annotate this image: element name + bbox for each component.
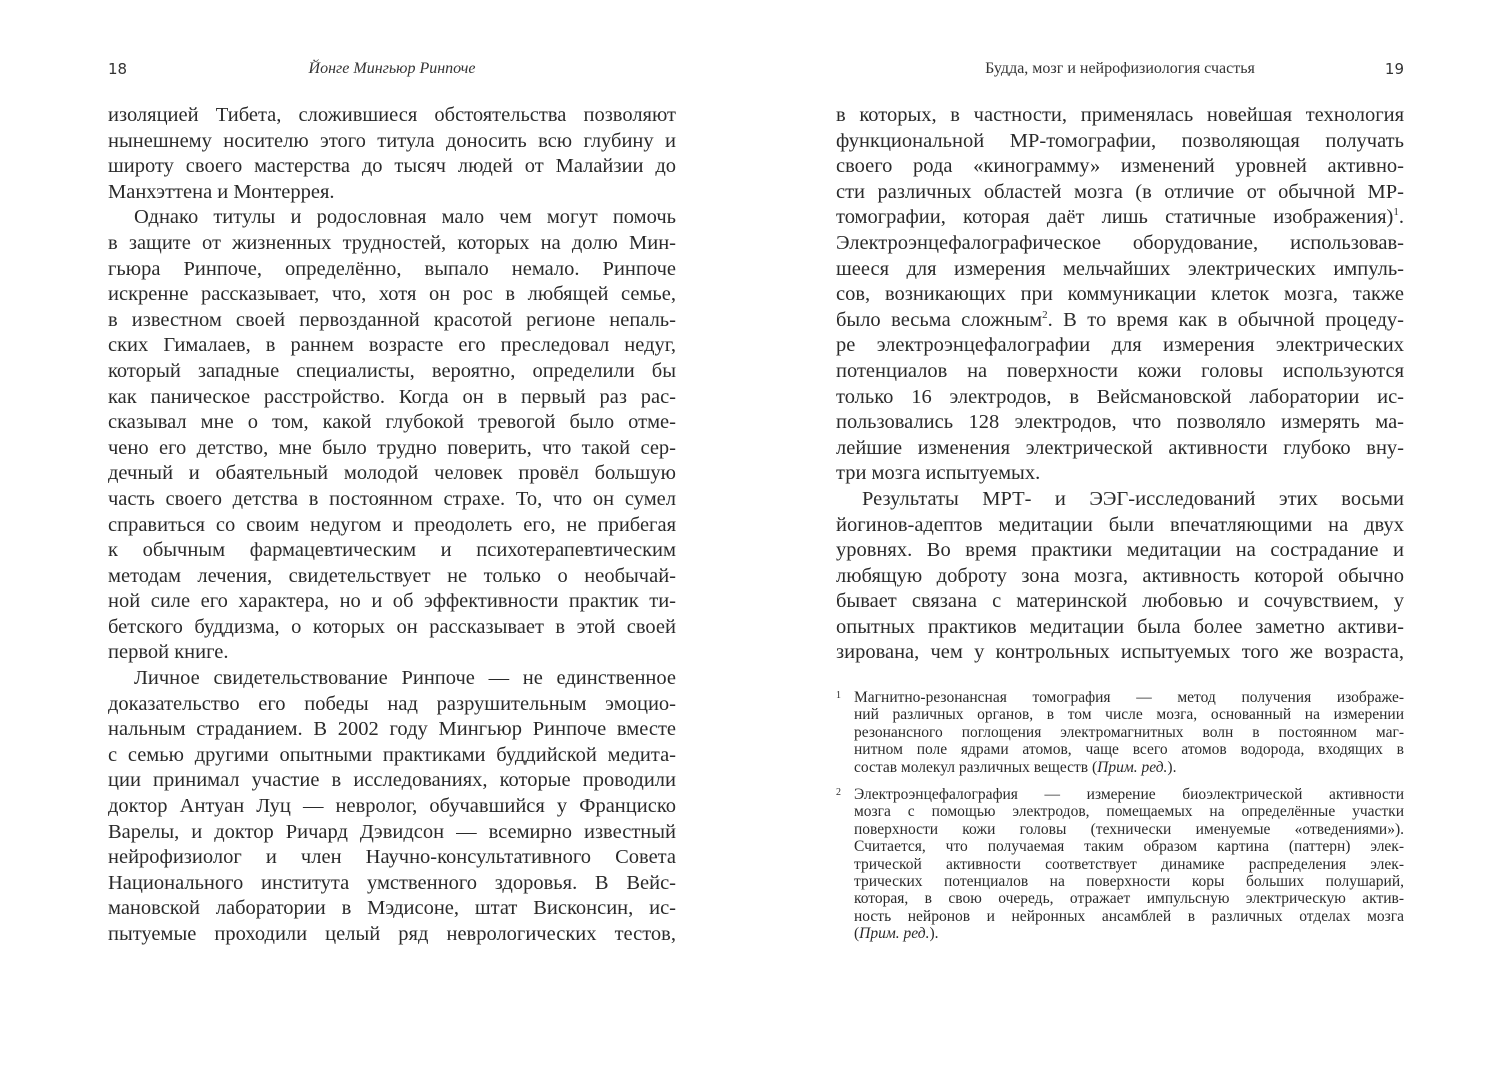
body-text-left [108, 103, 676, 948]
text-line [836, 724, 1404, 741]
text-segment: пользовались 128 электродов, что позволяло измерять ма- [836, 411, 1404, 434]
text-segment: . [1398, 206, 1404, 229]
text-line [836, 359, 1404, 385]
text-segment: который западные специалисты, вероятно, определили бы [108, 359, 676, 382]
text-segment: в которых, в частности, применялась новейшая технология [836, 104, 1404, 126]
paragraph [108, 666, 676, 948]
text-segment: поверхности кожи головы (технически именуемые «отведениями»). [854, 820, 1404, 838]
text-line [108, 129, 676, 155]
text-segment: любящую доброту зона мозга, активность которой обычно [836, 564, 1404, 587]
text-segment: сти различных областей мозга (в отличие от обычной МР- [836, 180, 1404, 203]
paragraph [108, 205, 676, 666]
text-line [836, 908, 1404, 925]
text-segment: ний различных органов, в том числе мозга, основанный на измерении [854, 706, 1404, 724]
text-line [836, 640, 1404, 666]
text-line [836, 890, 1404, 907]
text-line [836, 461, 1404, 487]
text-segment: трической активности соответствует динамике распределения элек- [854, 855, 1404, 873]
text-line [108, 487, 676, 513]
text-segment: чено его детство, мне было трудно поверить, что такой сер- [108, 436, 676, 459]
text-line [836, 856, 1404, 873]
paragraph [108, 103, 676, 205]
text-segment: Варелы, и доктор Ричард Дэвидсон — всемирно известный [108, 820, 676, 843]
text-segment: Электроэнцефалография — измерение биоэлектрической активности [854, 785, 1404, 803]
page-number-left: 18 [108, 60, 128, 78]
text-segment: ции принимал участие в исследованиях, которые проводили [108, 769, 676, 792]
text-line [836, 589, 1404, 615]
text-line [836, 257, 1404, 283]
text-line [108, 308, 676, 334]
text-segment: зирована, чем у контрольных испытуемых того же возраста, [836, 641, 1404, 664]
text-segment: было весьма сложным [836, 308, 1043, 331]
text-segment: которая, в свою очередь, отражает импульсную электрическую актив- [854, 890, 1404, 908]
text-line [108, 180, 676, 206]
text-segment: ). [1167, 758, 1177, 776]
text-line [836, 689, 1404, 706]
text-segment: потенциалов на поверхности кожи головы используются [836, 359, 1404, 382]
paragraph [836, 103, 1404, 487]
text-line [836, 759, 1404, 776]
text-segment: дечный и обаятельный молодой человек провёл большую [108, 462, 676, 485]
paragraph [836, 487, 1404, 666]
text-segment: Результаты МРТ- и ЭЭГ-исследований этих восьми [862, 487, 1404, 510]
text-line [108, 410, 676, 436]
text-segment: Электроэнцефалографическое оборудование, использовав- [836, 231, 1404, 254]
text-line [108, 666, 676, 692]
text-line [836, 741, 1404, 758]
text-line [108, 564, 676, 590]
text-line [836, 103, 1404, 129]
text-segment: только 16 электродов, в Вейсмановской лаборатории ис- [836, 385, 1404, 408]
text-line [836, 803, 1404, 820]
text-segment: лейшие изменения электрической активности глубоко вну- [836, 436, 1404, 459]
text-line [108, 461, 676, 487]
footnote-number: 1 [836, 690, 841, 701]
text-segment: нитном поле ядрами атомов, чаще всего атомов водорода, входящих в [854, 741, 1404, 759]
text-segment: нальным страданием. В 2002 году Мингьюр Ринпоче вместе [108, 718, 676, 741]
text-line [836, 282, 1404, 308]
text-line [108, 845, 676, 871]
text-segment: йогинов-адептов медитации были впечатляющими на двух [836, 513, 1404, 536]
text-segment: томографии, которая даёт лишь статичные изображения) [836, 206, 1394, 229]
text-line [108, 589, 676, 615]
text-line [836, 231, 1404, 257]
text-line [108, 922, 676, 948]
text-line [836, 436, 1404, 462]
text-line [108, 692, 676, 718]
text-line [108, 615, 676, 641]
text-segment: сказывал мне о том, какой глубокой тревогой было отме- [108, 411, 676, 434]
footnote [836, 689, 1404, 776]
text-line [836, 129, 1404, 155]
text-segment: трических потенциалов на поверхности коры больших полушарий, [854, 872, 1404, 890]
text-line [836, 385, 1404, 411]
footnote [836, 786, 1404, 943]
text-segment: Прим. ред. [1097, 758, 1168, 776]
footnote-reference: 2 [1042, 308, 1048, 321]
text-segment: первой книге. [108, 641, 229, 664]
text-line [836, 786, 1404, 803]
text-line [108, 333, 676, 359]
text-segment: бетского буддизма, о которых он рассказывает в этой своей [108, 615, 676, 638]
text-segment: Магнитно-резонансная томография — метод получения изображе- [854, 689, 1404, 706]
text-line [108, 359, 676, 385]
text-segment: опытных практиков медитации была более заметно активи- [836, 615, 1404, 638]
text-segment: ). [929, 925, 939, 943]
text-segment: Личное свидетельствование Ринпоче — не единственное [134, 667, 676, 690]
text-segment: часть своего детства в постоянном страхе. То, что он сумел [108, 487, 676, 510]
text-segment: . В то время как в обычной процеду- [1047, 308, 1404, 331]
text-line [836, 308, 1404, 334]
text-line [836, 821, 1404, 838]
text-segment: нейрофизиолог и член Научно-консультативного Совета [108, 846, 676, 869]
text-segment: резонансного поглощения электромагнитных волн в постоянном маг- [854, 723, 1404, 741]
text-segment: ре электроэнцефалографии для измерения электрических [836, 334, 1404, 357]
text-segment: Прим. ред. [859, 925, 930, 943]
text-segment: в защите от жизненных трудностей, которых на долю Мин- [108, 231, 676, 254]
text-line [108, 820, 676, 846]
text-segment: в известном своей первозданной красотой регионе непаль- [108, 308, 676, 331]
text-line [108, 282, 676, 308]
running-head-right: Будда, мозг и нейрофизиология счастья [985, 60, 1255, 77]
text-line [108, 871, 676, 897]
text-line [108, 768, 676, 794]
text-segment: своего рода «кинограмму» изменений уровней активно- [836, 155, 1404, 178]
text-segment: ность нейронов и нейронных ансамблей в различных отделах мозга [854, 907, 1404, 925]
text-segment: гьюра Ринпоче, определённо, выпало немало. Ринпоче [108, 257, 676, 280]
text-line [836, 205, 1404, 231]
text-line [108, 513, 676, 539]
text-segment: бывает связана с материнской любовью и сочувствием, у [836, 590, 1404, 613]
text-segment: методам лечения, свидетельствует не только о необычай- [108, 564, 676, 587]
text-segment: Национального института умственного здоровья. В Вейс- [108, 871, 676, 894]
text-line [836, 873, 1404, 890]
text-segment: шееся для измерения мельчайших электрических импуль- [836, 257, 1404, 280]
text-line [836, 333, 1404, 359]
text-segment: мановской лаборатории в Мэдисоне, штат Висконсин, ис- [108, 897, 676, 920]
text-segment: с семью другими опытными практиками буддийской медита- [108, 743, 676, 766]
text-line [836, 538, 1404, 564]
text-segment: к обычным фармацевтическим и психотерапевтическим [108, 539, 676, 562]
text-segment: состав молекул различных веществ ( [854, 758, 1098, 776]
text-segment: функциональной МР-томографии, позволяющая получать [836, 129, 1404, 152]
footnotes [836, 689, 1404, 952]
text-line [108, 538, 676, 564]
text-segment: ( [854, 925, 860, 943]
text-segment: уровнях. Во время практики медитации на сострадание и [836, 539, 1404, 562]
text-segment: Однако титулы и родословная мало чем могут помочь [134, 206, 676, 229]
text-segment: как паническое расстройство. Когда он в первый раз рас- [108, 385, 676, 408]
text-line [836, 154, 1404, 180]
footnote-reference: 1 [1393, 206, 1399, 219]
text-line [108, 385, 676, 411]
text-line [836, 410, 1404, 436]
text-line [108, 896, 676, 922]
text-segment: Считается, что получаемая таким образом картина (паттерн) элек- [854, 838, 1404, 856]
text-segment: пытуемые проходили целый ряд неврологических тестов, [108, 923, 676, 945]
text-line [108, 794, 676, 820]
text-line [836, 487, 1404, 513]
page-number-right: 19 [1384, 60, 1404, 78]
text-line [108, 231, 676, 257]
text-segment: нынешнему носителю этого титула доносить всю глубину и [108, 129, 676, 152]
text-line [108, 640, 676, 666]
text-segment: мозга с помощью электродов, помещаемых на определённые участки [854, 803, 1404, 821]
text-line [108, 103, 676, 129]
text-line [836, 706, 1404, 723]
text-segment: справиться со своим недугом и преодолеть его, не прибегая [108, 513, 676, 536]
text-line [836, 925, 1404, 942]
text-segment: искренне рассказывает, что, хотя он рос в любящей семье, [108, 283, 676, 306]
text-line [108, 743, 676, 769]
text-segment: ских Гималаев, в раннем возрасте его преследовал недуг, [108, 334, 676, 357]
text-segment: сов, возникающих при коммуникации клеток мозга, также [836, 283, 1404, 306]
text-line [836, 180, 1404, 206]
text-line [836, 615, 1404, 641]
text-line [836, 513, 1404, 539]
text-segment: Манхэттена и Монтеррея. [108, 180, 335, 203]
running-head-left: Йонге Мингьюр Ринпоче [308, 60, 476, 77]
text-segment: ной силе его характера, но и об эффективности практик ти- [108, 590, 676, 613]
text-line [108, 205, 676, 231]
text-line [836, 838, 1404, 855]
footnote-number: 2 [836, 786, 841, 798]
text-line [108, 257, 676, 283]
text-segment: изоляцией Тибета, сложившиеся обстоятельства позволяют [108, 104, 676, 126]
text-segment: широту своего мастерства до тысяч людей от Малайзии до [108, 155, 676, 178]
text-segment: три мозга испытуемых. [836, 462, 1041, 485]
text-segment: доктор Антуан Луц — невролог, обучавшийся у Франциско [108, 795, 676, 818]
text-line [108, 717, 676, 743]
body-text-right [836, 103, 1404, 666]
text-segment: доказательство его победы над разрушительным эмоцио- [108, 692, 676, 715]
text-line [108, 436, 676, 462]
text-line [836, 564, 1404, 590]
text-line [108, 154, 676, 180]
